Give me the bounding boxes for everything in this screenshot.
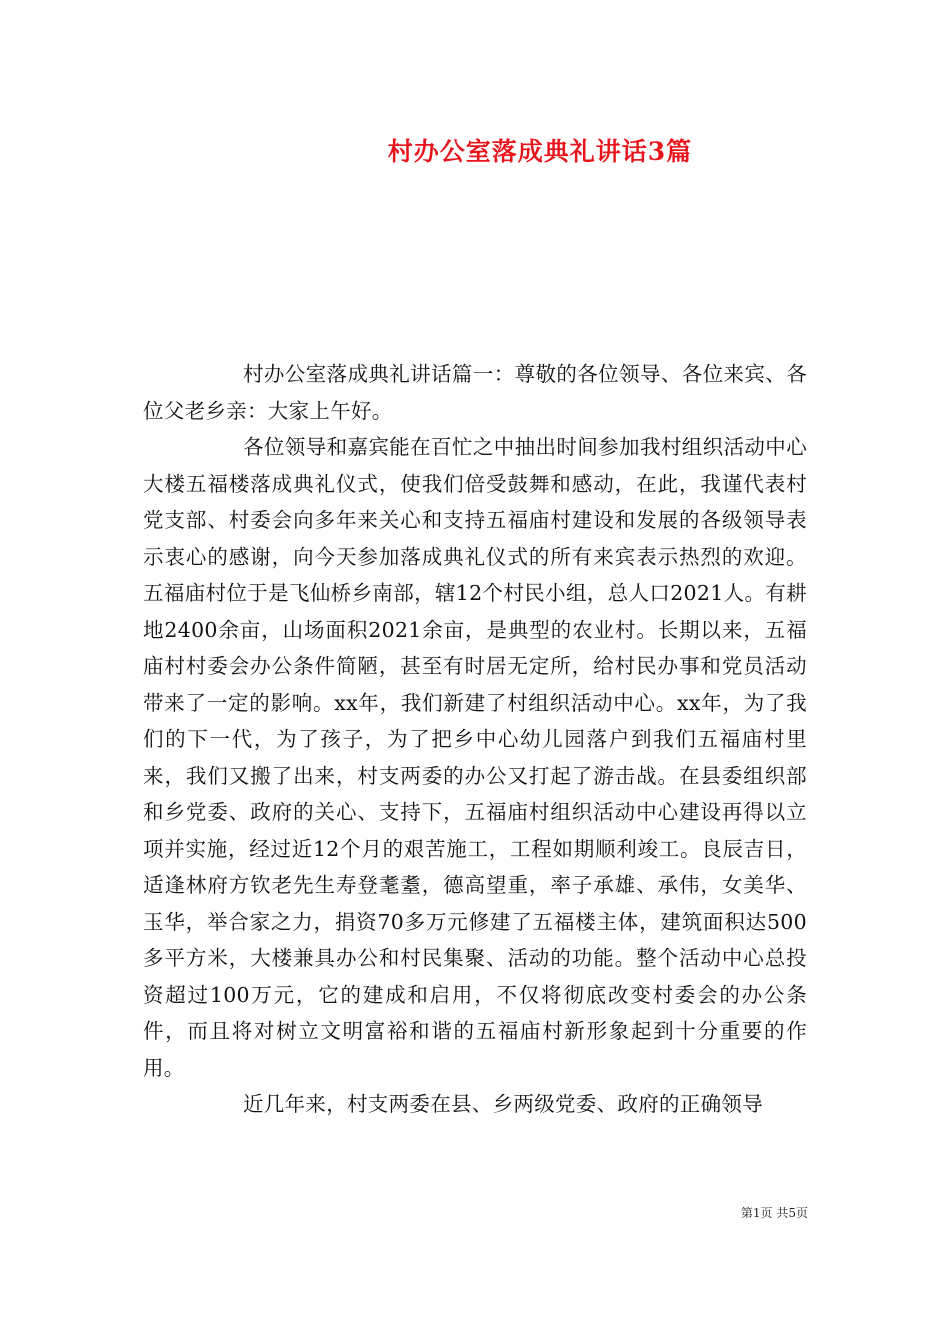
document-title: 村办公室落成典礼讲话3篇 [387,137,693,166]
paragraph-1: 村办公室落成典礼讲话篇一：尊敬的各位领导、各位来宾、各位父老乡亲：大家上午好。 [143,362,807,423]
paragraph-3: 近几年来，村支两委在县、乡两级党委、政府的正确领导 [243,1092,763,1116]
document-body [143,356,807,1123]
page-footer: 第1页 共5页 [740,1206,808,1220]
paragraph-2: 各位领导和嘉宾能在百忙之中抽出时间参加我村组织活动中心大楼五福楼落成典礼仪式，使我们倍受鼓舞和感动，在此，我谨代表村党支部、村委会向多年来关心和支持五福庙村建设和发展的各级领导表示衷心的感谢，向今天参加落成典礼仪式的所有来宾表示热烈的欢迎。五福庙村位于是飞仙桥乡南部，辖12个村民小组，总人口2021人。有耕地2400余亩，山场面积2021余亩，是典型的农业村。长期以来，五福庙村村委会办公条件简陋，甚至有时居无定所，给村民办事和党员活动带来了一定的影响。xx年，我们新建了村组织活动中心。xx年，为了我们的下一代，为了孩子，为了把乡中心幼儿园落户到我们五福庙村里来，我们又搬了出来，村支两委的办公又打起了游击战。在县委组织部和乡党委、政府的关心、支持下，五福庙村组织活动中心建设再得以立项并实施，经过近12个月的艰苦施工，工程如期顺利竣工。良辰吉日，适逢林府方钦老先生寿登耄耋，德高望重，率子承雄、承伟，女美华、玉华，举合家之力，捐资70多万元修建了五福楼主体，建筑面积达500多平方米，大楼兼具办公和村民集聚、活动的功能。整个活动中心总投资超过100万元，它的建成和启用，不仅将彻底改变村委会的办公条件，而且将对树立文明富裕和谐的五福庙村新形象起到十分重要的作用。 [143,435,807,1080]
